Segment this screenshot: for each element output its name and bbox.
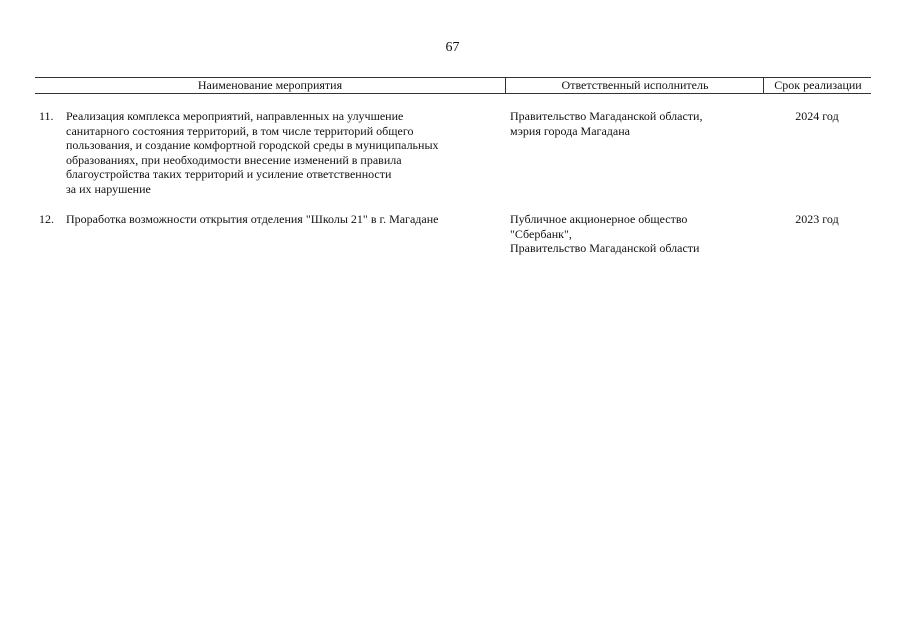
header-event-name: Наименование мероприятия xyxy=(197,78,343,92)
implementation-term: 2023 год xyxy=(795,212,839,226)
responsible-line: Публичное акционерное общество xyxy=(510,212,688,226)
responsible-line: "Сбербанк", xyxy=(510,226,572,241)
row-number: 12. xyxy=(39,212,54,226)
event-name-line: образованиях, при необходимости внесение изменений в правила xyxy=(66,152,402,167)
event-name-line: пользования, и создание комфортной городской среды в муниципальных xyxy=(66,138,439,152)
events-table xyxy=(35,77,871,255)
responsible-line: Правительство Магаданской области, xyxy=(510,109,703,123)
responsible-executor xyxy=(510,109,760,138)
page-number: 67 xyxy=(445,40,460,55)
event-name xyxy=(66,212,486,227)
event-name-line: санитарного состояния территорий, в том числе территорий общего xyxy=(66,123,414,138)
event-name-line: Реализация комплекса мероприятий, направленных на улучшение xyxy=(66,109,404,123)
implementation-term: 2024 год xyxy=(795,109,839,123)
event-name-line: Проработка возможности открытия отделения "Школы 21" в г. Магадане xyxy=(66,212,439,226)
header-responsible: Ответственный исполнитель xyxy=(505,78,764,93)
header-term: Срок реализации xyxy=(763,78,872,93)
event-name xyxy=(66,109,486,196)
responsible-line: Правительство Магаданской области xyxy=(510,241,700,255)
responsible-executor xyxy=(510,212,760,256)
row-number: 11. xyxy=(39,109,54,123)
table-header xyxy=(35,77,871,94)
responsible-line: мэрия города Магадана xyxy=(510,123,630,138)
event-name-line: благоустройства таких территорий и усиление ответственности xyxy=(66,167,392,181)
event-name-line: за их нарушение xyxy=(66,181,151,196)
